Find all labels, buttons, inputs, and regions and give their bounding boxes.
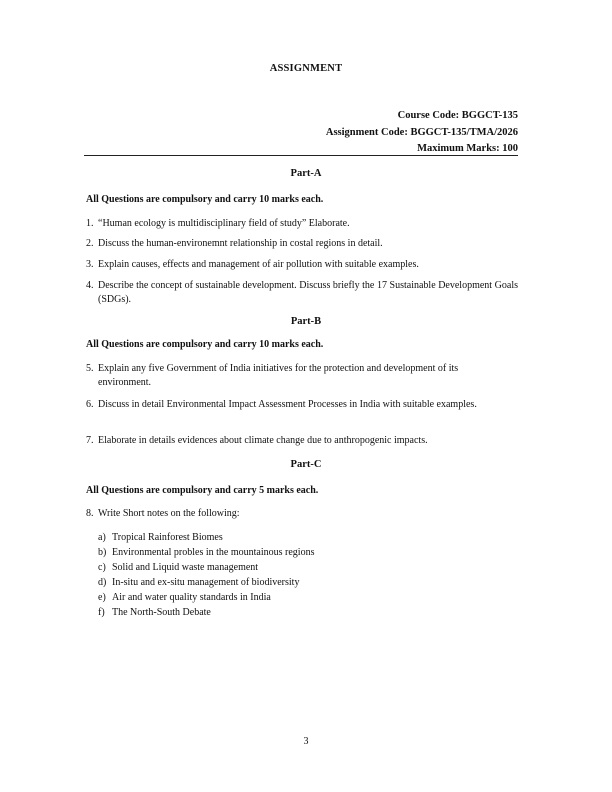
question-number: 1.: [86, 218, 94, 229]
subitem-label: d): [98, 577, 107, 588]
subitem-c: [98, 560, 258, 575]
question-5: [86, 362, 518, 390]
subitem-text: Tropical Rainforest Biomes: [112, 532, 223, 543]
question-4: [86, 279, 518, 307]
subitem-text: The North-South Debate: [112, 607, 211, 618]
question-number: 7.: [86, 435, 94, 446]
subitem-label: c): [98, 562, 106, 573]
part-b-title: Part-B: [290, 316, 322, 327]
subitem-b: [98, 545, 314, 560]
part-a-instruction: All Questions are compulsory and carry 10 marks each.: [86, 194, 324, 205]
question-7: [86, 434, 518, 448]
question-6: [86, 398, 518, 412]
assignment-header: [326, 108, 518, 158]
question-number: 3.: [86, 259, 94, 270]
part-c-title: Part-C: [290, 459, 322, 470]
question-text: Discuss in detail Environmental Impact Assessment Processes in India with suitable examples.: [98, 399, 477, 410]
subitem-f: [98, 605, 211, 620]
subitem-label: a): [98, 532, 106, 543]
part-b-instruction: All Questions are compulsory and carry 10 marks each.: [86, 339, 324, 350]
question-number: 5.: [86, 363, 94, 374]
subitem-label: f): [98, 607, 105, 618]
question-number: 8.: [86, 508, 94, 519]
subitem-text: Air and water quality standards in India: [112, 592, 271, 603]
question-text: “Human ecology is multidisciplinary field of study” Elaborate.: [98, 218, 350, 229]
subitem-e: [98, 590, 271, 605]
part-a-title: Part-A: [290, 168, 322, 179]
question-3: [86, 258, 518, 272]
subitem-label: e): [98, 592, 106, 603]
question-text: Elaborate in details evidences about climate change due to anthropogenic impacts.: [98, 435, 428, 446]
question-text: Discuss the human-environemnt relationship in costal regions in detail.: [98, 238, 383, 249]
subitem-text: In-situ and ex-situ management of biodiversity: [112, 577, 300, 588]
subitem-label: b): [98, 547, 107, 558]
question-number: 2.: [86, 238, 94, 249]
page-number: 3: [303, 736, 309, 747]
subitem-a: [98, 530, 223, 545]
course-code: Course Code: BGGCT-135: [397, 110, 518, 121]
subitem-text: Solid and Liquid waste management: [112, 562, 259, 573]
document-title: ASSIGNMENT: [269, 63, 343, 74]
question-2: [86, 237, 518, 251]
subitem-d: [98, 575, 299, 590]
question-text: Write Short notes on the following:: [98, 508, 240, 519]
question-8: [86, 507, 518, 521]
question-text: Explain any five Government of India initiatives for the protection and development of its environment.: [98, 363, 459, 388]
subitem-text: Environmental probles in the mountainous regions: [112, 547, 315, 558]
question-1: [86, 217, 518, 231]
question-text: Explain causes, effects and management of air pollution with suitable examples.: [98, 259, 419, 270]
question-number: 6.: [86, 399, 94, 410]
question-number: 4.: [86, 280, 94, 291]
question-text: Describe the concept of sustainable development. Discuss briefly the 17 Sustainable Development Goals (SDGs).: [98, 280, 518, 305]
assignment-code: Assignment Code: BGGCT-135/TMA/2026: [325, 126, 518, 138]
maximum-marks: Maximum Marks: 100: [417, 143, 518, 154]
header-divider: [84, 155, 518, 156]
part-c-instruction: All Questions are compulsory and carry 5 marks each.: [86, 485, 319, 496]
